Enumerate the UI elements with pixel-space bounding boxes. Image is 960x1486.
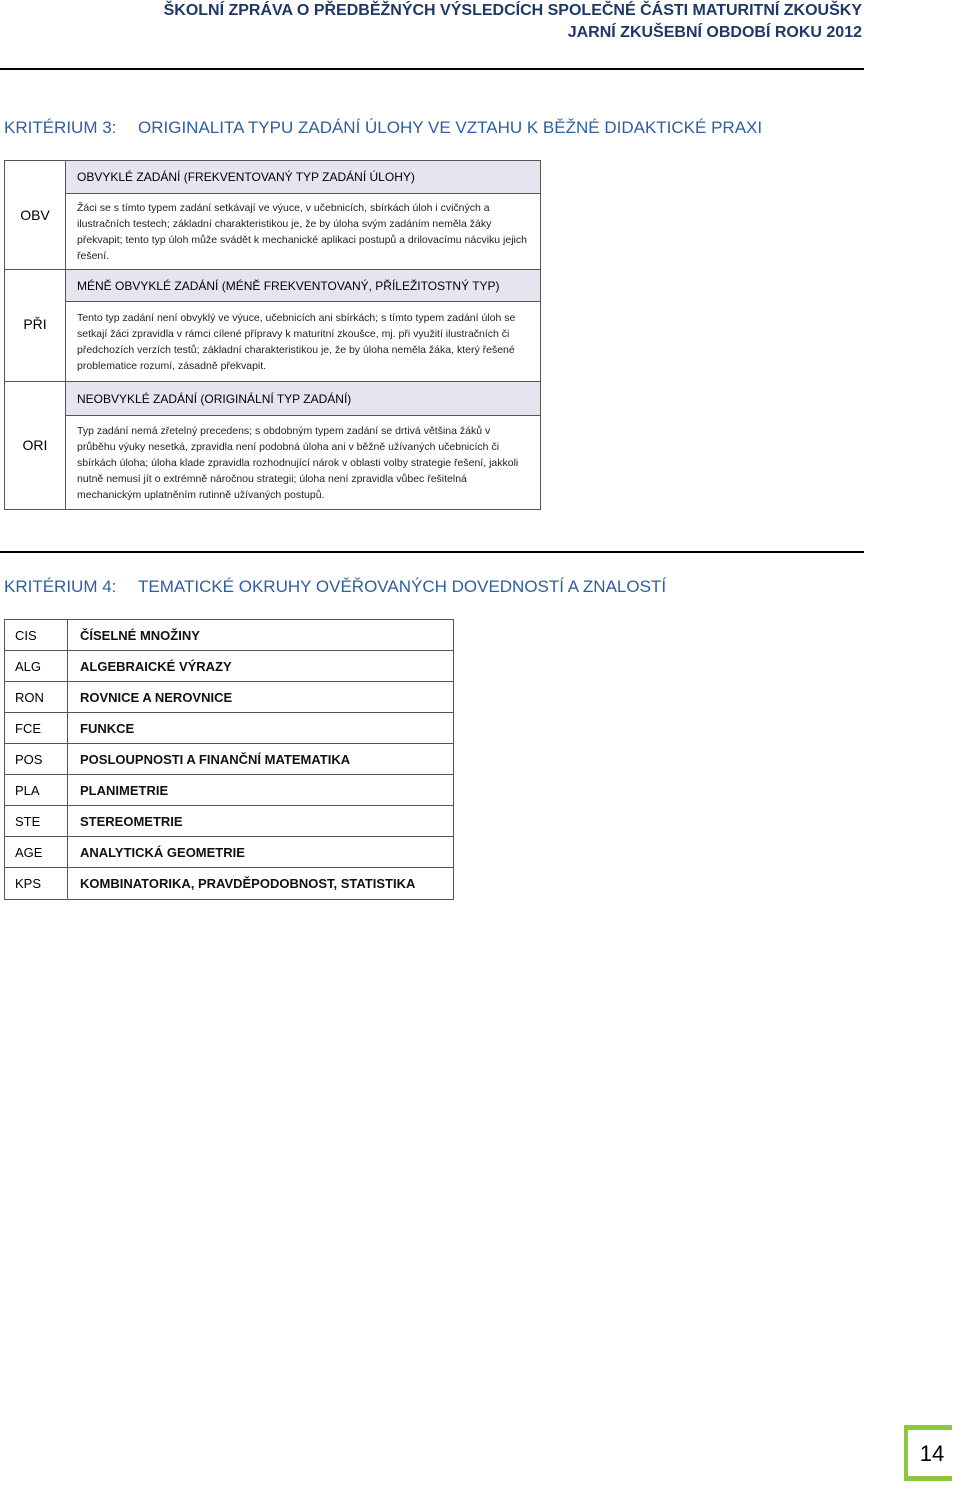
topic-code: KPS (5, 868, 68, 899)
table-row (5, 620, 453, 651)
topic-name: STEREOMETRIE (80, 814, 183, 829)
page-number-box (904, 1425, 952, 1481)
table-row (5, 775, 453, 806)
criterion-3-label: KRITÉRIUM 3: (4, 118, 117, 137)
topic-code: STE (5, 806, 68, 836)
table-row (5, 837, 453, 868)
topic-code: AGE (5, 837, 68, 867)
page-accent-bar (904, 1476, 952, 1481)
topic-name: ČÍSELNÉ MNOŽINY (80, 628, 200, 643)
topic-name: ROVNICE A NEROVNICE (80, 690, 233, 705)
topic-code: FCE (5, 713, 68, 743)
topic-code: PLA (5, 775, 68, 805)
topic-code: POS (5, 744, 68, 774)
report-period: JARNÍ ZKUŠEBNÍ OBDOBÍ ROKU 2012 (567, 24, 862, 41)
table-row (5, 682, 453, 713)
criterion-4-title: TEMATICKÉ OKRUHY OVĚŘOVANÝCH DOVEDNOSTÍ A ZNALOSTÍ (138, 577, 667, 596)
topic-name: PLANIMETRIE (80, 783, 169, 798)
table-row (5, 806, 453, 837)
heading-obv: OBVYKLÉ ZADÁNÍ (FREKVENTOVANÝ TYP ZADÁNÍ ÚLOHY) (66, 161, 540, 194)
description-pri: Tento typ zadání není obvyklý ve výuce, učebnicích ani sbírkách; s tímto typem zadání úloh se setkají žáci zpravidla v rámci cílené přípravy k maturitní zkoušce, mj. při využití ilustračních či předchozích verzích testů; základní charakteristikou je, že by úloha neměla žáka, který řešené problematice rozumí, zásadně překvapit. (77, 312, 516, 372)
page-accent-side (904, 1425, 908, 1481)
code-obv: OBV (20, 207, 50, 223)
table-row (5, 744, 453, 775)
heading-ori: NEOBVYKLÉ ZADÁNÍ (ORIGINÁLNÍ TYP ZADÁNÍ) (66, 382, 540, 416)
header-rule (0, 68, 864, 70)
topic-name: POSLOUPNOSTI A FINANČNÍ MATEMATIKA (80, 752, 351, 767)
topic-code: RON (5, 682, 68, 712)
topics-table (4, 619, 454, 900)
topic-code: CIS (5, 620, 68, 650)
code-pri: PŘI (23, 316, 47, 332)
topic-code: ALG (5, 651, 68, 681)
description-ori: Typ zadání nemá zřetelný precedens; s obdobným typem zadání se drtivá většina žáků v průběhu výuky nesetká, zpravidla není podobná úloha ani v běžně užívaných učebnicích či sbírkách úloha; úloha klade zpravidla rozhodnující nárok v oblasti volby strategie řešení, jakkoli nutně nemusí jít o extrémně náročnou strategii; úloha není zpravidla vůbec řešitelná mechanickým uplatněním rutinně užívaných postupů. (77, 425, 519, 501)
table-row (5, 651, 453, 682)
description-obv: Žáci se s tímto typem zadání setkávají ve výuce, v učebnicích, sbírkách úloh i cvičných a ilustračních testech; základní charakteristikou je, že by úloha svým zadáním neměla žáky překvapit; tento typ úloh může svádět k mechanické aplikaci postupů a drilovacímu nácviku jejich řešení. (77, 202, 527, 262)
report-title: ŠKOLNÍ ZPRÁVA O PŘEDBĚŽNÝCH VÝSLEDCÍCH SPOLEČNÉ ČÁSTI MATURITNÍ ZKOUŠKY (163, 2, 862, 19)
page-number: 14 (919, 1441, 945, 1466)
table-row (5, 713, 453, 744)
originality-table (4, 160, 541, 510)
section-rule (0, 551, 864, 553)
heading-pri: MÉNĚ OBVYKLÉ ZADÁNÍ (MÉNĚ FREKVENTOVANÝ, PŘÍLEŽITOSTNÝ TYP) (66, 270, 540, 302)
topic-name: ALGEBRAICKÉ VÝRAZY (80, 659, 232, 674)
criterion-3-title: ORIGINALITA TYPU ZADÁNÍ ÚLOHY VE VZTAHU K BĚŽNÉ DIDAKTICKÉ PRAXI (138, 118, 763, 137)
page-accent-bar (904, 1425, 952, 1430)
topic-name: ANALYTICKÁ GEOMETRIE (80, 845, 245, 860)
topic-name: FUNKCE (80, 721, 135, 736)
topic-name: KOMBINATORIKA, PRAVDĚPODOBNOST, STATISTIKA (80, 876, 416, 891)
code-ori: ORI (22, 437, 48, 453)
criterion-4-label: KRITÉRIUM 4: (4, 577, 117, 596)
table-row (5, 868, 453, 899)
